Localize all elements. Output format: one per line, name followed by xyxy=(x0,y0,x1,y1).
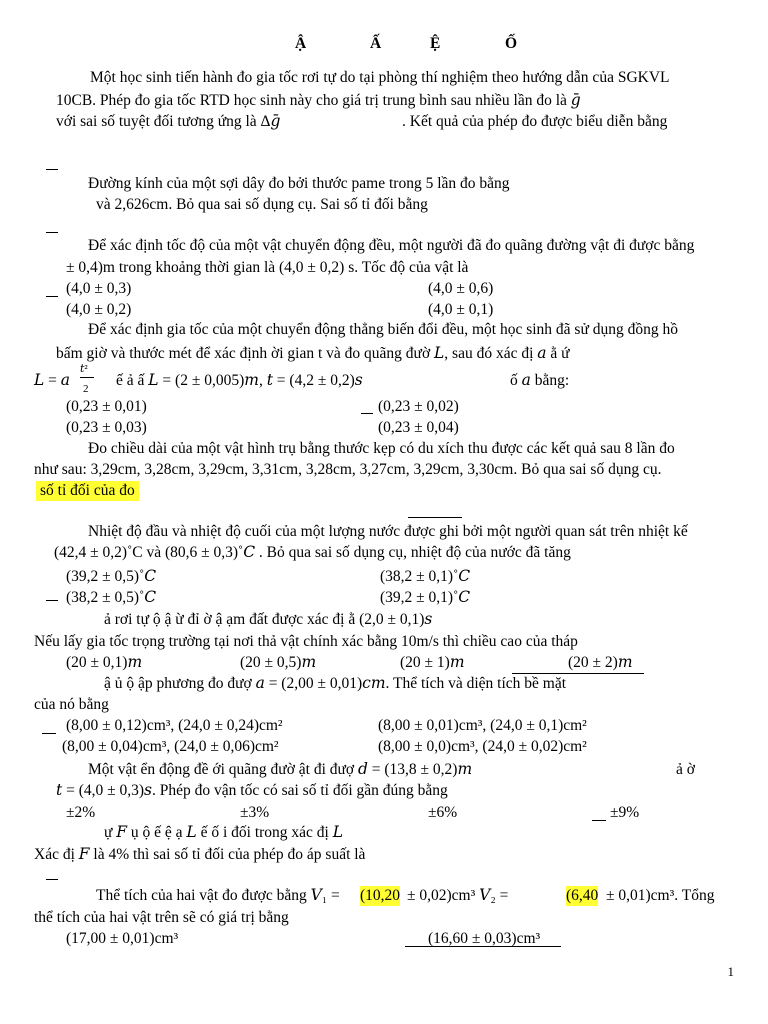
text-line: Đường kính của một sợi dây đo bởi thước pame trong 5 lần đo bằng xyxy=(88,175,510,192)
option: (8,00 ± 0,01)cm³, (24,0 ± 0,1)cm² xyxy=(378,717,587,734)
text-line: như sau: 3,29cm, 3,28cm, 3,29cm, 3,31cm, 3,28cm, 3,27cm, 3,29cm, 3,30cm. Bỏ qua sai số dụng cụ. xyxy=(34,461,662,478)
option: (8,00 ± 0,04)cm³, (24,0 ± 0,06)cm² xyxy=(62,738,279,755)
option: (4,0 ± 0,1) xyxy=(428,301,494,318)
option: (38,2 ± 0,1)˚𝐶 xyxy=(380,568,471,585)
answer-mark xyxy=(46,232,58,233)
option: (0,23 ± 0,01) xyxy=(66,398,147,415)
text-line: ± 0,01)cm³. Tổng xyxy=(606,887,715,904)
answer-blank xyxy=(408,517,462,518)
title-char: Ấ xyxy=(370,35,382,52)
text-line: Thể tích của hai vật đo được bằng 𝑉₁ = xyxy=(96,887,340,904)
text-line: thể tích của hai vật trên sẽ có giá trị bằng xyxy=(34,909,289,926)
option: (4,0 ± 0,3) xyxy=(66,280,132,297)
highlighted-text: số tỉ đối của đo xyxy=(36,481,139,501)
text-line: với sai số tuyệt đối tương ứng là Δ𝑔̄ xyxy=(56,113,281,130)
option: (4,0 ± 0,6) xyxy=(428,280,494,297)
text-line: Nếu lấy gia tốc trọng trường tại nơi thả vật chính xác bằng 10m/s thì chiều cao của tháp xyxy=(34,633,578,650)
text-line: ế ả ấ 𝐿 = (2 ± 0,005)𝑚, 𝑡 = (4,2 ± 0,2)𝑠 xyxy=(116,372,363,389)
answer-mark xyxy=(46,296,58,297)
text-line: . Kết quả của phép đo được biểu diễn bằng xyxy=(402,113,668,130)
text-line: 𝑡 = (4,0 ± 0,3)𝑠. Phép đo vận tốc có sai số tỉ đối gần đúng bằng xyxy=(56,782,448,799)
text-line: ố 𝑎 bằng: xyxy=(510,372,570,389)
text-line: và 2,626cm. Bỏ qua sai số dụng cụ. Sai số tỉ đối bằng xyxy=(96,196,428,213)
option: (39,2 ± 0,1)˚𝐶 xyxy=(380,589,471,606)
answer-underline xyxy=(405,946,561,947)
text-line: của nó bằng xyxy=(34,696,109,713)
text-line: ± 0,4)m trong khoảng thời gian là (4,0 ± 0,2) s. Tốc độ của vật là xyxy=(66,259,469,276)
option: (4,0 ± 0,2) xyxy=(66,301,132,318)
text-line: bấm giờ và thước mét để xác định ời gian t và đo quãng đườ 𝐿, sau đó xác đị 𝑎 ằ ứ xyxy=(56,345,570,362)
text-line: Xác đị 𝐹 là 4% thì sai số tỉ đối của phép đo áp suất là xyxy=(34,846,366,863)
answer-mark xyxy=(42,733,56,734)
option: (8,00 ± 0,0)cm³, (24,0 ± 0,02)cm² xyxy=(378,738,587,755)
text-line: Để xác định gia tốc của một chuyển động thẳng biến đổi đều, một học sinh đã sử dụng đồng hồ xyxy=(88,321,678,338)
answer-mark xyxy=(592,820,606,821)
option: (20 ± 0,5)𝑚 xyxy=(240,654,317,671)
option: (8,00 ± 0,12)cm³, (24,0 ± 0,24)cm² xyxy=(66,717,283,734)
option: ±3% xyxy=(240,804,270,821)
formula-denominator: 2 xyxy=(83,383,89,395)
answer-mark xyxy=(46,879,58,880)
text-line: ả rơi tự ộ ậ ừ đỉ ờ ậ ạm đất được xác đị ằ (2,0 ± 0,1)𝑠 xyxy=(104,611,433,628)
fraction-bar xyxy=(80,377,94,378)
text-line: Đo chiều dài của một vật hình trụ bằng thước kẹp có du xích thu được các kết quả sau 8 lần đo xyxy=(88,440,675,457)
formula: 𝐿 = 𝑎 xyxy=(34,372,71,389)
option: (0,23 ± 0,04) xyxy=(378,419,459,436)
text-line: (42,4 ± 0,2)˚C và (80,6 ± 0,3)˚𝐶 . Bỏ qua sai số dụng cụ, nhiệt độ của nước đã tăng xyxy=(54,544,571,561)
text-line: Nhiệt độ đầu và nhiệt độ cuối của một lượng nước được ghi bởi một người quan sát trên nhiệt kế xyxy=(88,523,688,540)
answer-mark xyxy=(46,600,58,601)
text-line: ± 0,02)cm³ 𝑉₂ = xyxy=(407,887,509,904)
text-line: ậ ủ ộ ập phương đo đượ 𝑎 = (2,00 ± 0,01)𝑐𝑚. Thể tích và diện tích bề mặt xyxy=(104,675,567,692)
text-line: ả ờ xyxy=(676,761,695,778)
text-line: 10CB. Phép đo gia tốc RTD học sinh này cho giá trị trung bình sau nhiều lần đo là 𝑔̄ xyxy=(56,92,581,109)
option: (0,23 ± 0,03) xyxy=(66,419,147,436)
option: (38,2 ± 0,5)˚𝐶 xyxy=(66,589,157,606)
option: ±6% xyxy=(428,804,458,821)
option: (16,60 ± 0,03)cm³ xyxy=(428,930,541,947)
title-char: Ậ xyxy=(295,35,307,52)
text-line: ự 𝐹 ụ ộ ế ệ ạ 𝐿 ế ố i đối trong xác đị 𝐿 xyxy=(104,824,344,841)
text-line: Để xác định tốc độ của một vật chuyển động đều, một người đã đo quãng đường vật đi được bằng xyxy=(88,237,695,254)
highlighted-value: (10,20 xyxy=(360,887,401,904)
option: (20 ± 1)𝑚 xyxy=(400,654,465,671)
page-number: 1 xyxy=(727,964,734,979)
answer-mark xyxy=(46,169,58,170)
text-line: Một vật ển động đề ới quãng đườ ật đi đượ 𝑑 = (13,8 ± 0,2)𝑚 xyxy=(88,761,473,778)
option: (17,00 ± 0,01)cm³ xyxy=(66,930,179,947)
answer-mark xyxy=(361,413,373,414)
title-char: Ố xyxy=(505,35,518,52)
highlighted-value: (6,40 xyxy=(566,887,599,904)
option: (20 ± 0,1)𝑚 xyxy=(66,654,143,671)
option: (20 ± 2)𝑚 xyxy=(568,654,633,671)
option: (0,23 ± 0,02) xyxy=(378,398,459,415)
option: (39,2 ± 0,5)˚𝐶 xyxy=(66,568,157,585)
text-line: Một học sinh tiến hành đo gia tốc rơi tự do tại phòng thí nghiệm theo hướng dẫn của SGKVL xyxy=(90,69,670,86)
option: ±9% xyxy=(610,804,640,821)
formula-numerator: 𝑡² xyxy=(80,363,88,375)
title-char: Ệ xyxy=(430,35,441,52)
option: ±2% xyxy=(66,804,96,821)
